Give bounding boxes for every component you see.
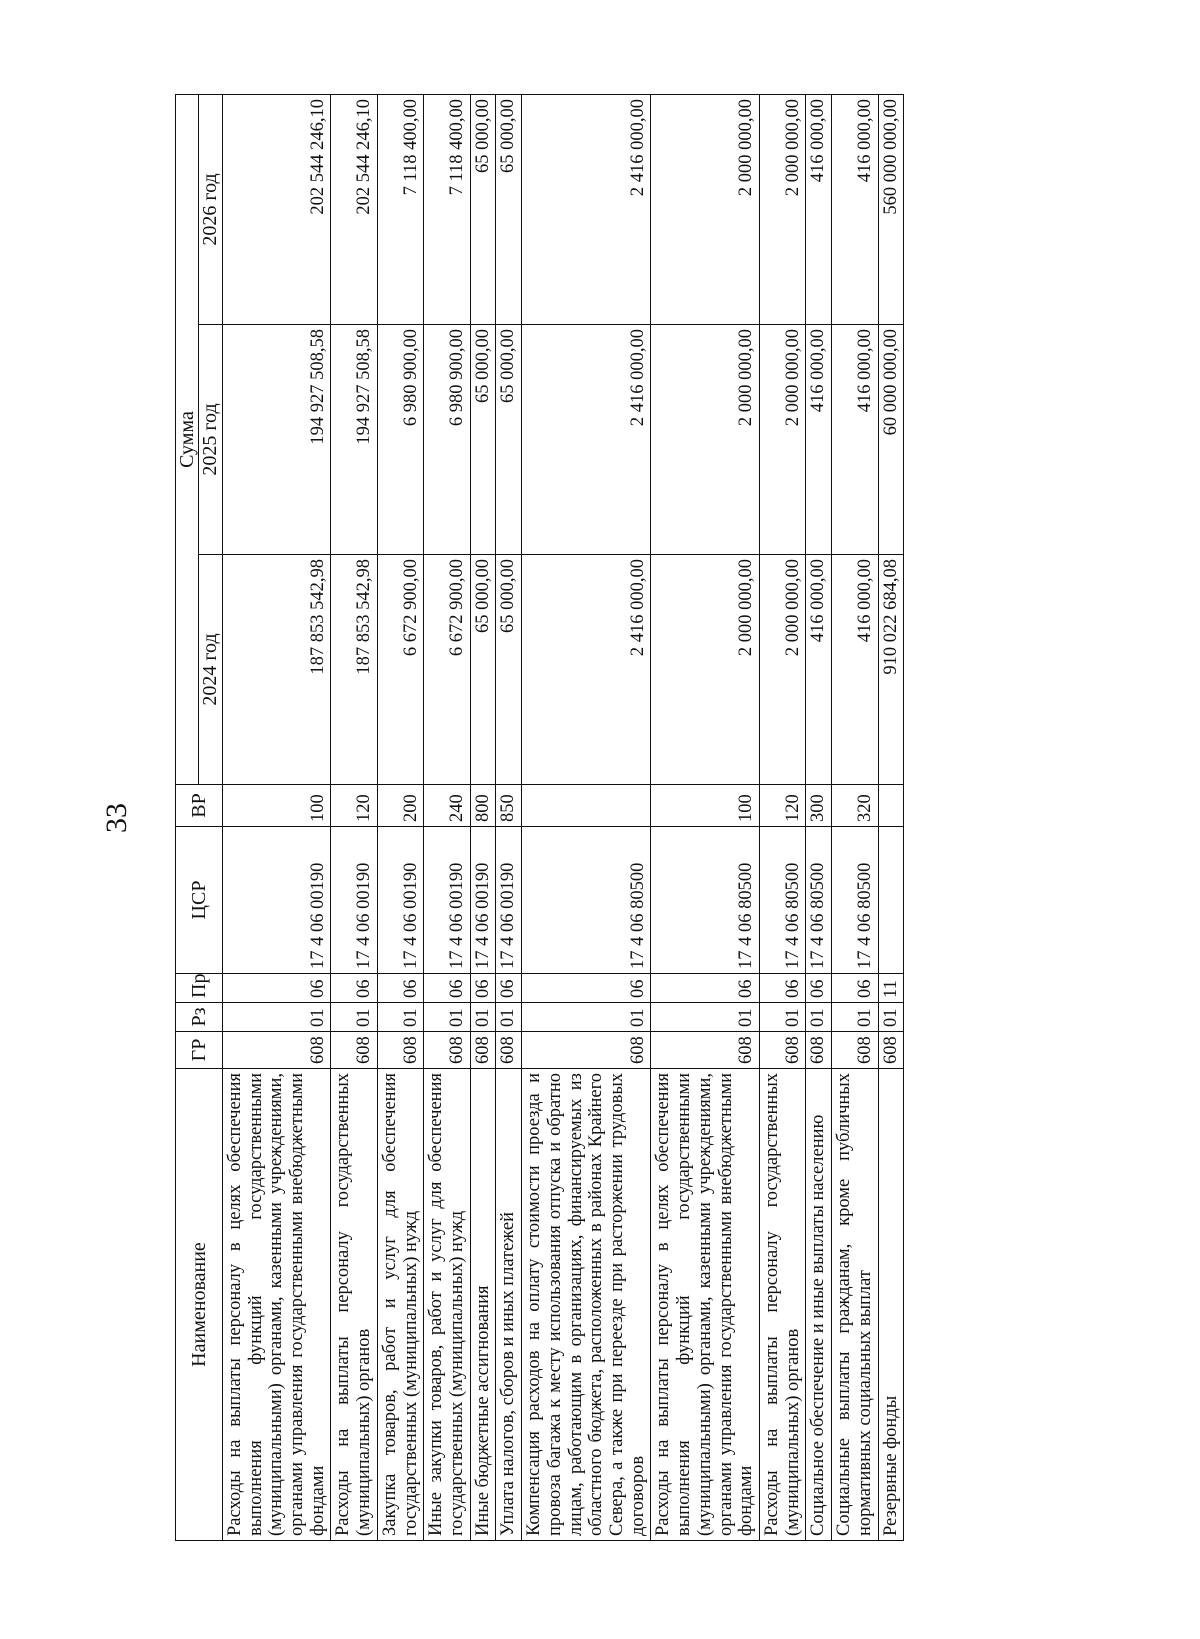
row-rz: 01	[522, 1003, 651, 1032]
row-vr: 100	[651, 785, 760, 827]
row-pr: 06	[832, 974, 878, 1003]
row-sum-2025: 2 416 000,00	[522, 325, 651, 555]
row-vr: 300	[806, 785, 832, 827]
row-gr: 608	[832, 1032, 878, 1069]
row-rz: 01	[806, 1003, 832, 1032]
row-name: Закупка товаров, работ и услуг для обеспечения государственных (муниципальных) нужд	[377, 1069, 423, 1541]
table-row	[470, 94, 496, 1540]
header-vr: ВР	[176, 785, 223, 827]
row-pr: 06	[331, 974, 377, 1003]
row-vr	[878, 785, 904, 827]
row-csr: 17 4 06 80500	[760, 827, 806, 974]
row-gr: 608	[496, 1032, 522, 1069]
row-name: Иные бюджетные ассигнования	[470, 1069, 496, 1541]
row-rz: 01	[377, 1003, 423, 1032]
row-sum-2025: 416 000,00	[806, 325, 832, 555]
row-pr: 06	[651, 974, 760, 1003]
row-rz: 01	[878, 1003, 904, 1032]
row-gr: 608	[470, 1032, 496, 1069]
row-csr	[878, 827, 904, 974]
row-name: Иные закупки товаров, работ и услуг для обеспечения государственных (муниципальных) нужд	[424, 1069, 470, 1541]
row-vr: 120	[331, 785, 377, 827]
table-row	[522, 94, 651, 1540]
rotated-page	[100, 95, 1062, 1541]
row-vr	[522, 785, 651, 827]
row-sum-2025: 6 980 900,00	[424, 325, 470, 555]
row-rz: 01	[760, 1003, 806, 1032]
row-sum-2025: 194 927 508,58	[222, 325, 331, 555]
row-sum-2026: 2 000 000,00	[651, 94, 760, 324]
row-sum-2025: 2 000 000,00	[760, 325, 806, 555]
row-gr: 608	[424, 1032, 470, 1069]
row-name: Расходы на выплаты персоналу государственных (муниципальных) органов	[331, 1069, 377, 1541]
row-vr: 100	[222, 785, 331, 827]
row-gr: 608	[878, 1032, 904, 1069]
row-gr: 608	[760, 1032, 806, 1069]
row-csr: 17 4 06 00190	[222, 827, 331, 974]
row-name: Расходы на выплаты персоналу в целях обеспечения выполнения функций государственными (муниципальными) органами, казенными учреждениями, органами управления государственными внебюджетными фондами	[651, 1069, 760, 1541]
row-sum-2026: 416 000,00	[806, 94, 832, 324]
row-pr: 06	[222, 974, 331, 1003]
row-sum-2025: 2 000 000,00	[651, 325, 760, 555]
table-row	[832, 94, 878, 1540]
header-2026: 2026 год	[199, 94, 222, 324]
row-vr: 120	[760, 785, 806, 827]
row-sum-2024: 2 416 000,00	[522, 555, 651, 785]
table-row	[806, 94, 832, 1540]
table-row	[377, 94, 423, 1540]
row-name: Резервные фонды	[878, 1069, 904, 1541]
row-vr: 850	[496, 785, 522, 827]
row-sum-2024: 6 672 900,00	[424, 555, 470, 785]
header-sum: Сумма	[176, 94, 199, 784]
row-csr: 17 4 06 80500	[651, 827, 760, 974]
row-gr: 608	[651, 1032, 760, 1069]
row-pr: 06	[760, 974, 806, 1003]
budget-table	[175, 94, 904, 1541]
header-csr: ЦСР	[176, 827, 223, 974]
row-rz: 01	[424, 1003, 470, 1032]
row-sum-2024: 65 000,00	[470, 555, 496, 785]
table-row	[878, 94, 904, 1540]
row-rz: 01	[222, 1003, 331, 1032]
row-sum-2026: 7 118 400,00	[424, 94, 470, 324]
row-csr: 17 4 06 80500	[832, 827, 878, 974]
header-rz: Рз	[176, 1003, 223, 1032]
row-name: Расходы на выплаты персоналу в целях обеспечения выполнения функций государственными (муниципальными) органами, казенными учреждениями, органами управления государственными внебюджетными фондами	[222, 1069, 331, 1541]
row-vr: 800	[470, 785, 496, 827]
table-row	[222, 94, 331, 1540]
row-sum-2026: 65 000,00	[470, 94, 496, 324]
row-rz: 01	[651, 1003, 760, 1032]
row-sum-2025: 65 000,00	[470, 325, 496, 555]
row-sum-2025: 416 000,00	[832, 325, 878, 555]
row-sum-2026: 7 118 400,00	[377, 94, 423, 324]
table-row	[331, 94, 377, 1540]
row-sum-2024: 416 000,00	[806, 555, 832, 785]
header-2024: 2024 год	[199, 555, 222, 785]
row-sum-2026: 416 000,00	[832, 94, 878, 324]
row-pr: 06	[522, 974, 651, 1003]
row-csr: 17 4 06 80500	[522, 827, 651, 974]
row-pr: 06	[496, 974, 522, 1003]
row-gr: 608	[377, 1032, 423, 1069]
row-sum-2025: 60 000 000,00	[878, 325, 904, 555]
row-sum-2024: 187 853 542,98	[331, 555, 377, 785]
row-sum-2024: 2 000 000,00	[760, 555, 806, 785]
row-name: Социальные выплаты гражданам, кроме публичных нормативных социальных выплат	[832, 1069, 878, 1541]
row-pr: 06	[470, 974, 496, 1003]
row-rz: 01	[470, 1003, 496, 1032]
row-pr: 06	[377, 974, 423, 1003]
row-rz: 01	[496, 1003, 522, 1032]
row-name: Уплата налогов, сборов и иных платежей	[496, 1069, 522, 1541]
row-sum-2025: 6 980 900,00	[377, 325, 423, 555]
row-gr: 608	[222, 1032, 331, 1069]
row-sum-2024: 187 853 542,98	[222, 555, 331, 785]
row-sum-2025: 65 000,00	[496, 325, 522, 555]
row-name: Расходы на выплаты персоналу государственных (муниципальных) органов	[760, 1069, 806, 1541]
table-body	[222, 94, 904, 1540]
row-pr: 11	[878, 974, 904, 1003]
row-csr: 17 4 06 00190	[331, 827, 377, 974]
row-csr: 17 4 06 80500	[806, 827, 832, 974]
table-header-row	[176, 94, 199, 1540]
row-sum-2024: 416 000,00	[832, 555, 878, 785]
row-sum-2026: 560 000 000,00	[878, 94, 904, 324]
row-sum-2026: 65 000,00	[496, 94, 522, 324]
row-csr: 17 4 06 00190	[470, 827, 496, 974]
header-2025: 2025 год	[199, 325, 222, 555]
row-pr: 06	[424, 974, 470, 1003]
row-vr: 200	[377, 785, 423, 827]
row-gr: 608	[806, 1032, 832, 1069]
page-number: 33	[100, 803, 133, 833]
row-name: Компенсация расходов на оплату стоимости проезда и провоза багажа к месту использования отпуска и обратно лицам, работающим в организациях, финансируемых из областного бюджета, расположенных в районах Крайнего Севера, а также при переезде при расторжении трудовых договоров	[522, 1069, 651, 1541]
row-sum-2026: 2 416 000,00	[522, 94, 651, 324]
row-sum-2026: 202 544 246,10	[331, 94, 377, 324]
row-sum-2024: 910 022 684,08	[878, 555, 904, 785]
row-sum-2024: 6 672 900,00	[377, 555, 423, 785]
row-sum-2024: 2 000 000,00	[651, 555, 760, 785]
row-vr: 240	[424, 785, 470, 827]
row-gr: 608	[522, 1032, 651, 1069]
row-csr: 17 4 06 00190	[496, 827, 522, 974]
row-sum-2025: 194 927 508,58	[331, 325, 377, 555]
table-row	[651, 94, 760, 1540]
row-csr: 17 4 06 00190	[424, 827, 470, 974]
row-sum-2026: 202 544 246,10	[222, 94, 331, 324]
row-sum-2026: 2 000 000,00	[760, 94, 806, 324]
header-gr: ГР	[176, 1032, 223, 1069]
row-rz: 01	[832, 1003, 878, 1032]
row-vr: 320	[832, 785, 878, 827]
table-row	[424, 94, 470, 1540]
table-row	[496, 94, 522, 1540]
table-row	[760, 94, 806, 1540]
row-name: Социальное обеспечение и иные выплаты населению	[806, 1069, 832, 1541]
row-pr: 06	[806, 974, 832, 1003]
header-name: Наименование	[176, 1069, 223, 1541]
row-csr: 17 4 06 00190	[377, 827, 423, 974]
row-rz: 01	[331, 1003, 377, 1032]
row-gr: 608	[331, 1032, 377, 1069]
row-sum-2024: 65 000,00	[496, 555, 522, 785]
header-pr: Пр	[176, 974, 223, 1003]
